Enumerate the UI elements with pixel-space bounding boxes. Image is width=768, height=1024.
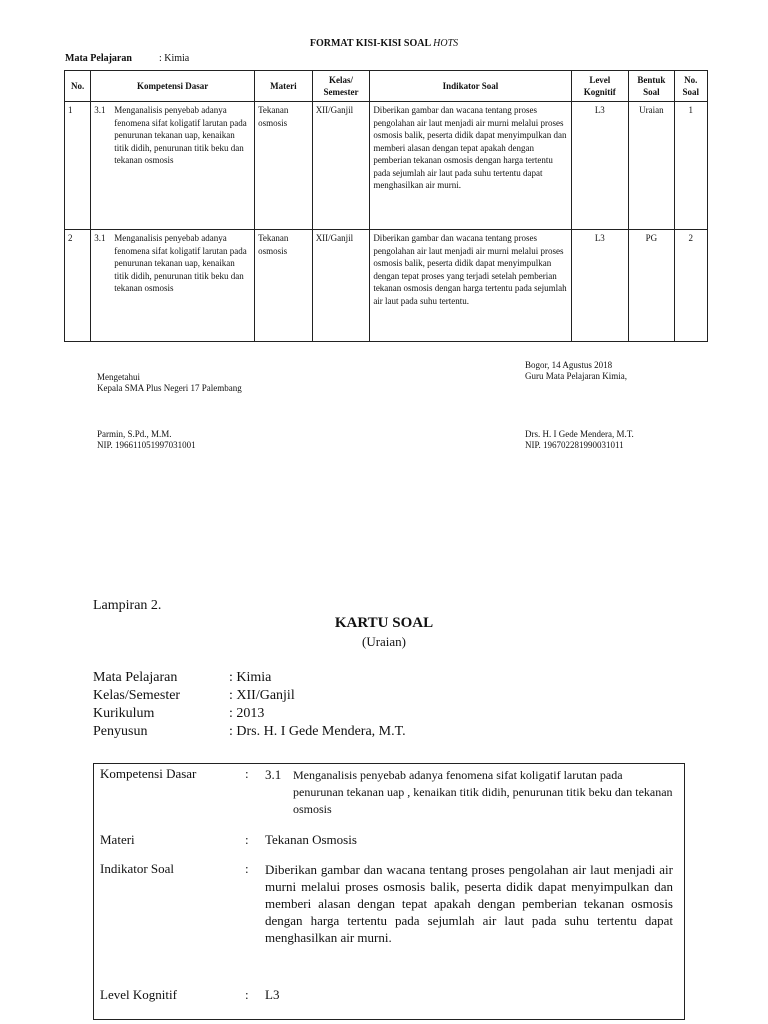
row-indikator: Diberikan gambar dan wacana tentang proses pengolahan air laut menjadi air murni melalui proses osmosis balik, peserta didik dapat menyimpulkan dan memberi alasan dengan tepat apakah dengan pemberian tekanan osmosis dengan harga tertentu pada sejumlah air laut pada suhu tertentu dapat menghasilkan air murni. bbox=[370, 102, 571, 230]
signature-left bbox=[97, 372, 242, 394]
card-colon: : bbox=[245, 861, 249, 876]
card-materi-value: Tekanan Osmosis bbox=[265, 832, 357, 847]
row-nosoal: 1 bbox=[674, 102, 707, 230]
card-indikator-label: Indikator Soal bbox=[100, 861, 175, 876]
kisi-subject-label: Mata Pelajaran bbox=[65, 53, 132, 64]
signature-left-name-block bbox=[97, 429, 196, 451]
sig-left-line1: Mengetahui bbox=[97, 372, 140, 382]
kisi-table bbox=[64, 70, 708, 342]
sig-right-nip: NIP. 196702281990031011 bbox=[525, 440, 624, 450]
row-no: 2 bbox=[65, 230, 91, 342]
table-row bbox=[65, 230, 708, 342]
col-level: Level Kognitif bbox=[571, 71, 629, 102]
card-indikator-value: Diberikan gambar dan wacana tentang proses pengolahan air laut menjadi air murni melalui proses osmosis balik, peserta didik dapat menyimpulkan dan memberi alasan dengan tepat apakah dengan pemberian tekanan osmosis dengan harga tertentu pada sejumlah air laut pada suhu tertentu dapat menghasilkan air murni. bbox=[265, 862, 673, 945]
col-indikator: Indikator Soal bbox=[370, 71, 571, 102]
row-bentuk: PG bbox=[629, 230, 674, 342]
row-no: 1 bbox=[65, 102, 91, 230]
kartu-title: KARTU SOAL bbox=[334, 615, 434, 631]
sig-right-line2: Guru Mata Pelajaran Kimia, bbox=[525, 371, 627, 381]
kisi-header-row bbox=[65, 71, 708, 102]
sig-left-name: Parmin, S.Pd., M.M. bbox=[97, 429, 172, 439]
kisi-subject-line bbox=[65, 53, 189, 64]
kisi-subject-value: : Kimia bbox=[158, 53, 190, 64]
kartu-subtitle: (Uraian) bbox=[361, 634, 407, 649]
row-bentuk: Uraian bbox=[629, 102, 674, 230]
row-kelas: XII/Ganjil bbox=[312, 102, 370, 230]
col-materi: Materi bbox=[255, 71, 313, 102]
card-kd-label: Kompetensi Dasar bbox=[100, 766, 197, 781]
sig-right-line1: Bogor, 14 Agustus 2018 bbox=[525, 360, 613, 370]
col-bentuk: Bentuk Soal bbox=[629, 71, 674, 102]
row-materi: Tekanan osmosis bbox=[255, 102, 313, 230]
sig-left-line2: Kepala SMA Plus Negeri 17 Palembang bbox=[97, 383, 242, 393]
col-kelas: Kelas/ Semester bbox=[312, 71, 370, 102]
card-kd-text: Menganalisis penyebab adanya fenomena sifat koligatif larutan pada penurunan tekanan uap , kenaikan titik didih, penurunan titik beku dan tekanan osmosis bbox=[293, 768, 673, 816]
card-kd-num: 3.1 bbox=[265, 767, 282, 782]
signature-right-name-block bbox=[525, 429, 634, 451]
card-colon: : bbox=[245, 766, 249, 781]
kartu-info bbox=[93, 669, 406, 741]
kisi-title-text: FORMAT KISI-KISI SOAL bbox=[309, 38, 431, 49]
info-row: Kurikulum : 2013 bbox=[93, 706, 265, 721]
lampiran-label: Lampiran 2. bbox=[93, 598, 162, 613]
row-level: L3 bbox=[571, 102, 629, 230]
row-nosoal: 2 bbox=[674, 230, 707, 342]
row-kd: 3.1 Menganalisis penyebab adanya fenomena sifat koligatif larutan pada penurunan tekanan uap, kenaikan titik didih, penurunan titik beku dan tekanan osmosis bbox=[91, 230, 255, 342]
info-row: Kelas/Semester : XII/Ganjil bbox=[93, 688, 295, 703]
col-nosoal: No. Soal bbox=[674, 71, 707, 102]
col-kd: Kompetensi Dasar bbox=[91, 71, 255, 102]
col-no: No. bbox=[65, 71, 91, 102]
row-kd: 3.1 Menganalisis penyebab adanya fenomena sifat koligatif larutan pada penurunan tekanan uap, kenaikan titik didih, penurunan titik beku dan tekanan osmosis bbox=[91, 102, 255, 230]
card-level-label: Level Kognitif bbox=[100, 987, 177, 1002]
info-row: Mata Pelajaran : Kimia bbox=[93, 670, 272, 685]
row-materi: Tekanan osmosis bbox=[255, 230, 313, 342]
kisi-title-hots: HOTS bbox=[433, 38, 459, 49]
row-kelas: XII/Ganjil bbox=[312, 230, 370, 342]
card-level-value: L3 bbox=[265, 987, 280, 1002]
info-row: Penyusun : Drs. H. I Gede Mendera, M.T. bbox=[93, 724, 406, 739]
table-row bbox=[65, 102, 708, 230]
signature-right bbox=[525, 360, 627, 382]
sig-left-nip: NIP. 196611051997031001 bbox=[97, 440, 196, 450]
card-colon: : bbox=[245, 987, 249, 1002]
sig-right-name: Drs. H. I Gede Mendera, M.T. bbox=[525, 429, 634, 439]
card-materi-label: Materi bbox=[100, 832, 135, 847]
row-level: L3 bbox=[571, 230, 629, 342]
card-colon: : bbox=[245, 832, 249, 847]
kisi-title bbox=[0, 38, 768, 49]
row-indikator: Diberikan gambar dan wacana tentang proses pengolahan air laut menjadi air murni melalui proses osmosis balik, peserta didik dapat menyimpulkan dengan tepat proses yang terjadi setelah pemberian tekanan osmosis dengan harga tertentu pada sejumlah air laut pada suhu tertentu. bbox=[370, 230, 571, 342]
